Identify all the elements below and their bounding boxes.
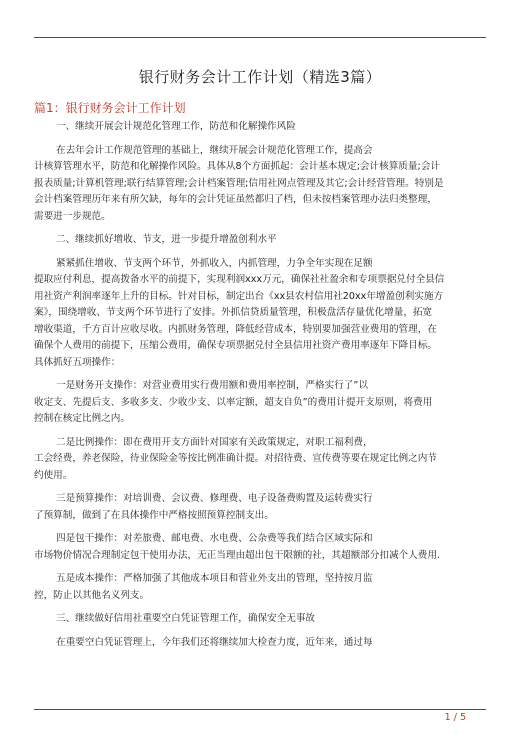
text-line: 三、继续做好信用社重要空白凭证管理工作，确保安全无事故 xyxy=(56,613,316,624)
paragraph-gap xyxy=(34,604,486,611)
paragraph-gap xyxy=(34,524,486,531)
text-line: 紧紧抓住增收、节支两个环节，外抓收入，内抓管理，力争全年实现在足额 xyxy=(56,257,373,269)
paragraph-gap xyxy=(34,249,486,256)
text-line: 确保个人费用的前提下，压缩公费用，确保专项票据兑付全县信用社资产费用率逐年下降目标。 xyxy=(34,340,437,351)
text-line: 市场物价情况合理制定包干使用办法，无正当理由超出包干限额的社，其超额部分扣减个人费用. xyxy=(34,549,440,561)
text-line: 在重要空白凭证管理上，今年我们还将继续加大检查力度，近年来，通过每 xyxy=(56,636,373,648)
section-heading: 篇1：银行财务会计工作计划 xyxy=(34,101,186,115)
text-line: 具体抓好五项操作： xyxy=(34,356,121,368)
text-line: 四是包干操作：对差旅费、邮电费、水电费、公杂费等我们结合区域实际和 xyxy=(56,533,373,544)
text-line: 三是预算操作：对培训费、会议费、修理费、电子设备费购置及运转费实行 xyxy=(56,493,373,504)
text-line: 收定支、先提后支、多收多支、少收少支、以率定额，超支自负”的费用计提开支原则，将费用 xyxy=(34,396,433,408)
document-title: 银行财务会计工作计划（精选3篇） xyxy=(138,68,382,86)
text-line: 计核算管理水平，防范和化解操作风险。具体从8个方面抓起：会计基本规定;会计核算质量;会计 xyxy=(34,161,440,172)
text-line: 会计档案管理历年来有所欠缺，每年的会计凭证虽然都归了档，但未按档案管理办法归类整理， xyxy=(34,194,437,205)
text-line: 用社资产利润率逐年上升的目标。针对目标，制定出台《xx县农村信用社20xx年增盈创利实施方 xyxy=(34,290,444,302)
paragraph-gap xyxy=(34,371,486,378)
header-rule xyxy=(34,37,486,38)
text-line: 一、继续开展会计规范化管理工作，防范和化解操作风险 xyxy=(56,121,296,132)
footer-rule xyxy=(34,709,486,710)
text-line: 增收渠道，千方百计应收尽收。内抓财务管理，降低经营成本，特别要加强营业费用的管理，在 xyxy=(34,323,437,335)
text-line: 控制在核定比例之内。 xyxy=(34,413,130,424)
paragraph-gap xyxy=(34,136,486,143)
paragraph-gap xyxy=(34,564,486,571)
text-line: 约使用。 xyxy=(34,469,73,481)
paragraph-gap xyxy=(34,484,486,491)
text-line: 提取应付利息，提高拨备水平的前提下，实现利润xxx万元，确保社社盈余和专项票据兑付全县信 xyxy=(34,274,445,285)
text-line: 工会经费，养老保险，待业保险金等按比例准确计提。对招待费、宣传费等要在规定比例之内节 xyxy=(34,453,437,464)
page-number: 1 / 5 xyxy=(444,712,466,723)
text-line: 报表质量;计算机管理;联行结算管理;会计档案管理;信用社网点管理及其它;会计经营管理。特别是 xyxy=(34,177,444,189)
text-line: 二、继续抓好增收、节支，进一步提升增盈创利水平 xyxy=(56,234,277,245)
text-line: 二是比例操作：即在费用开支方面针对国家有关政策规定，对职工福利费， xyxy=(56,436,373,448)
text-line: 控，防止以其他名义列支。 xyxy=(34,589,150,601)
paragraph-gap xyxy=(34,225,486,232)
document-body xyxy=(34,119,486,651)
text-line: 在去年会计工作规范管理的基础上，继续开展会计规范化管理工作，提高会 xyxy=(56,144,373,156)
text-line: 需要进一步规范。 xyxy=(34,210,111,222)
text-line: 一是财务开支操作：对营业费用实行费用额和费用率控制，严格实行了”以 xyxy=(56,380,368,391)
text-line: 了预算制，做到了在具体操作中严格按照预算控制支出。 xyxy=(34,509,274,521)
paragraph-gap xyxy=(34,428,486,435)
text-line: 案》，围绕增收、节支两个环节进行了安排。外抓信贷质量管理，积极盘活存量优化增量，拓宽 xyxy=(34,307,433,318)
paragraph-gap xyxy=(34,628,486,635)
text-line: 五是成本操作：严格加强了其他成本项目和营业外支出的管理，坚持按月监 xyxy=(56,573,373,584)
